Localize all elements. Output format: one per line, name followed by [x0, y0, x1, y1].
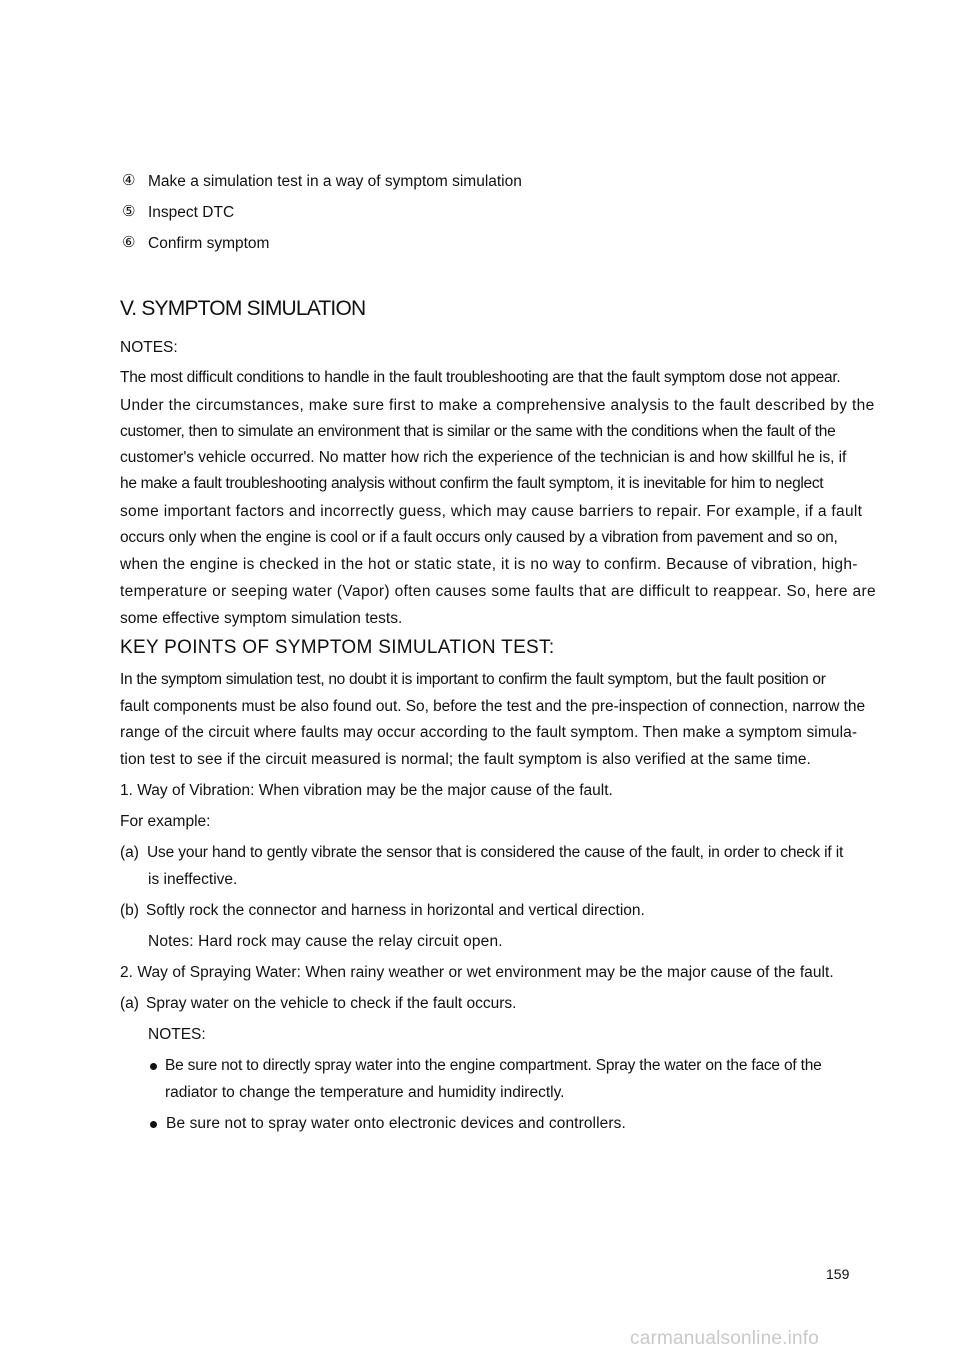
key-points-title: KEY POINTS OF SYMPTOM SIMULATION TEST:	[120, 637, 555, 658]
vibration-item-a-label: (a)	[120, 844, 139, 861]
watermark: carmanualsonline.info	[630, 1328, 820, 1349]
intro-line: some important factors and incorrectly guess, which may cause barriers to repair. For example, if a fault	[120, 503, 863, 520]
spraying-item-a-text: Spray water on the vehicle to check if the fault occurs.	[146, 995, 517, 1012]
intro-line: temperature or seeping water (Vapor) often causes some faults that are difficult to reappear. So, here are	[120, 583, 876, 600]
step-4-text: Make a simulation test in a way of symptom simulation	[148, 173, 522, 190]
intro-line: he make a fault troubleshooting analysis without confirm the fault symptom, it is inevitable for him to neglect	[120, 475, 824, 492]
bullet-icon	[150, 1063, 157, 1070]
step-6-text: Confirm symptom	[148, 235, 270, 252]
step-5-text: Inspect DTC	[148, 204, 235, 221]
intro-line: customer's vehicle occurred. No matter how rich the experience of the technician is and how skillful he is, if	[120, 449, 847, 466]
spraying-bullet-1: Be sure not to directly spray water into the engine compartment. Spray the water on the face of the	[165, 1057, 822, 1074]
intro-line: some effective symptom simulation tests.	[120, 610, 403, 627]
spraying-heading: 2. Way of Spraying Water: When rainy weather or wet environment may be the major cause of the fault.	[120, 964, 834, 981]
vibration-item-b-label: (b)	[120, 902, 139, 919]
page-number: 159	[826, 1266, 850, 1282]
key-points-line: In the symptom simulation test, no doubt it is important to confirm the fault symptom, but the fault position or	[120, 671, 826, 688]
intro-line: occurs only when the engine is cool or if a fault occurs only caused by a vibration from pavement and so on,	[120, 529, 838, 546]
key-points-line: tion test to see if the circuit measured is normal; the fault symptom is also verified at the same time.	[120, 751, 811, 768]
intro-line: Under the circumstances, make sure first to make a comprehensive analysis to the fault described by the	[120, 397, 875, 414]
spraying-bullet-1-cont: radiator to change the temperature and humidity indirectly.	[165, 1084, 565, 1101]
step-4-marker: ④	[122, 172, 136, 189]
key-points-line: range of the circuit where faults may occur according to the fault symptom. Then make a symptom simula-	[120, 724, 858, 741]
vibration-item-a-text-cont: is ineffective.	[148, 871, 238, 888]
notes-label: NOTES:	[120, 339, 178, 356]
section-title: V. SYMPTOM SIMULATION	[120, 297, 366, 320]
bullet-icon	[150, 1121, 157, 1128]
key-points-line: fault components must be also found out. So, before the test and the pre-inspection of connection, narrow the	[120, 698, 866, 715]
step-6-marker: ⑥	[122, 234, 136, 251]
vibration-item-b-note: Notes: Hard rock may cause the relay circuit open.	[148, 933, 503, 950]
vibration-item-b-text: Softly rock the connector and harness in horizontal and vertical direction.	[146, 902, 645, 919]
spraying-bullet-2: Be sure not to spray water onto electronic devices and controllers.	[166, 1115, 626, 1132]
vibration-item-a-text: Use your hand to gently vibrate the sensor that is considered the cause of the fault, in order to check if it	[147, 844, 844, 861]
intro-line: The most difficult conditions to handle in the fault troubleshooting are that the fault symptom dose not appear.	[120, 369, 841, 386]
vibration-heading: 1. Way of Vibration: When vibration may be the major cause of the fault.	[120, 782, 613, 799]
step-5-marker: ⑤	[122, 203, 136, 220]
spraying-item-a-label: (a)	[120, 995, 139, 1012]
for-example-label: For example:	[120, 813, 211, 830]
intro-line: when the engine is checked in the hot or static state, it is no way to confirm. Because of vibration, high-	[120, 556, 858, 573]
intro-line: customer, then to simulate an environment that is similar or the same with the conditions when the fault of the	[120, 423, 836, 440]
spraying-notes-label: NOTES:	[148, 1026, 206, 1043]
